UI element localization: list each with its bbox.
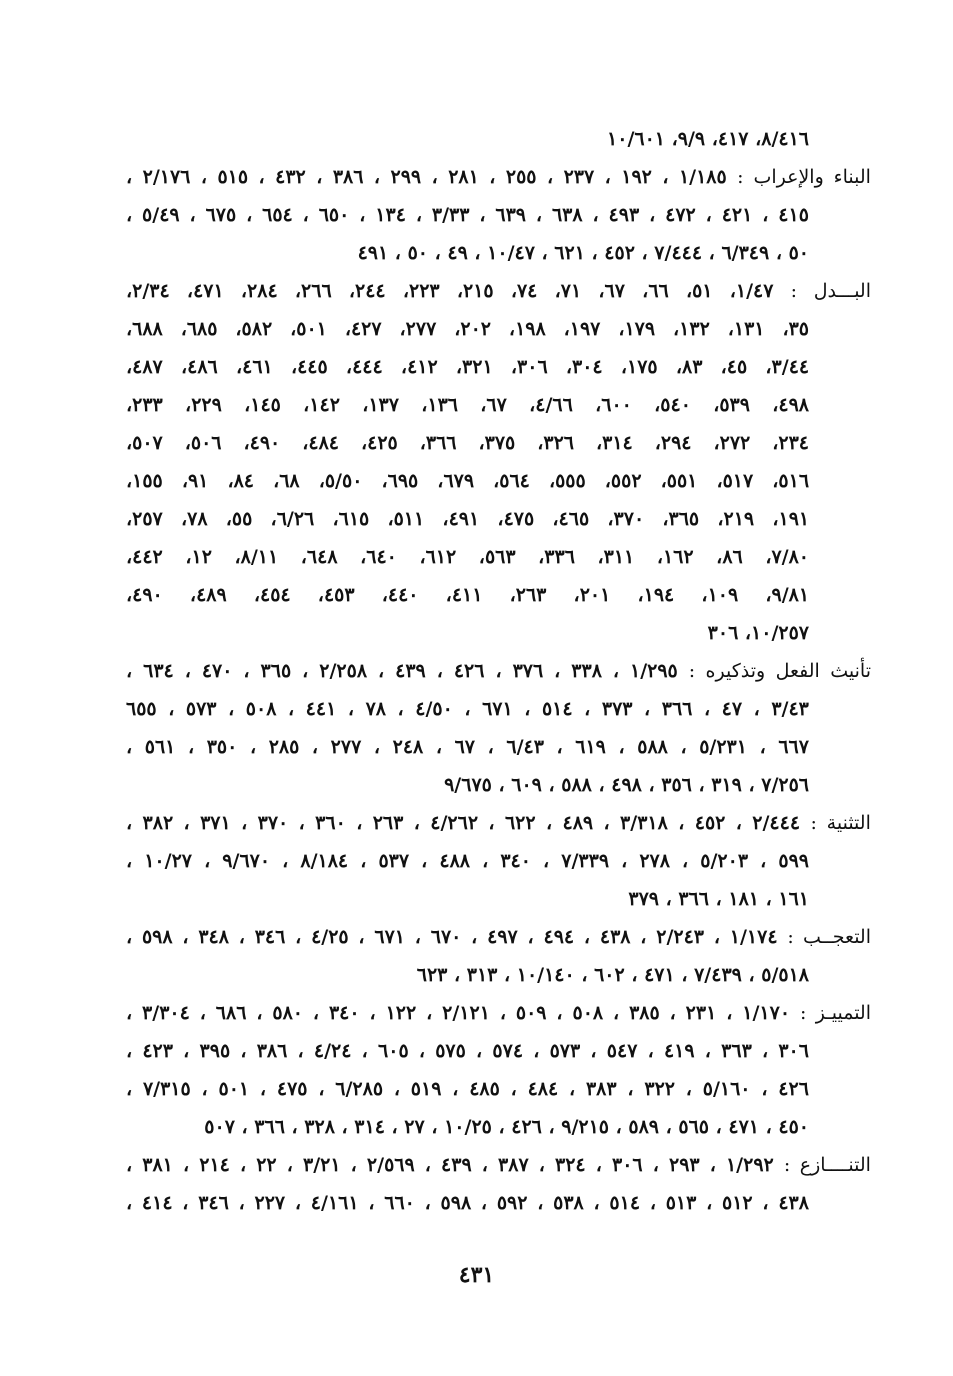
index-entry-taajjub xyxy=(126,918,871,994)
index-refs: ١/٢٩٥ ، ٣٣٨ ، ٣٧٦ ، ٤٢٦ ، ٤٣٩ ، ٢/٢٥٨ ، ٣٦٥ ، ٤٧٠ ، ٦٣٤ ، xyxy=(126,660,678,682)
index-line xyxy=(126,918,871,956)
index-refs: ١/١٧٠ ، ٢٣١ ، ٣٨٥ ، ٥٠٨ ، ٥٠٩ ، ٢/١٢١ ، ١٢٢ ، ٣٤٠ ، ٥٨٠ ، ٦٨٦ ، ٣/٣٠٤ ، xyxy=(126,1002,791,1024)
index-term: البناء والإعراب : xyxy=(737,166,871,188)
index-entry-tamyeez xyxy=(126,994,871,1146)
index-line: ٤٢٦ ، ٥/١٦٠ ، ٣٢٢ ، ٣٨٣ ، ٤٨٤ ، ٤٨٥ ، ٥١٩ ، ٦/٢٨٥ ، ٤٧٥ ، ٥٠١ ، ٧/٣١٥ ، xyxy=(126,1078,809,1100)
index-line xyxy=(126,804,871,842)
index-term: التثنية : xyxy=(810,812,871,834)
index-content xyxy=(126,120,871,1222)
index-term: البـــدل : xyxy=(790,280,871,302)
index-line: ١٩١، ٢١٩، ٣٦٥، ٣٧٠، ٤٦٥، ٤٧٥، ٤٩١، ٥١١، ٦١٥، ٦/٢٦، ٥٥، ٧٨، ٢٥٧، xyxy=(126,508,810,530)
continuation-entry xyxy=(126,120,871,158)
index-line: ٤٩٨، ٥٣٩، ٥٤٠، ٦٠٠، ٤/٦٦، ٦٧، ١٣٦، ١٣٧، ١٤٢، ١٤٥، ٢٢٩، ٢٣٣، xyxy=(126,394,810,416)
index-refs: ٢/٤٤٤ ، ٤٥٢ ، ٣/٣١٨ ، ٤٨٩ ، ٦٢٢ ، ٤/٢٦٢ ، ٢٦٣ ، ٣٦٠ ، ٣٧٠ ، ٣٧١ ، ٣٨٢ ، xyxy=(126,812,801,834)
index-line xyxy=(126,158,871,196)
index-line: ٤١٥ ، ٤٢١ ، ٤٧٢ ، ٤٩٣ ، ٦٣٨ ، ٦٣٩ ، ٣/٣٣ ، ١٣٤ ، ٦٥٠ ، ٦٥٤ ، ٦٧٥ ، ٥/٤٩ ، xyxy=(126,204,809,226)
index-refs: ١/٤٧، ٥١، ٦٦، ٦٧، ٧١، ٧٤، ٢١٥، ٢٢٣، ٢٤٤، ٢٦٦، ٢٨٤، ٤٧١، ٢/٣٤، xyxy=(126,280,774,302)
index-entry-badal xyxy=(126,272,871,652)
index-line: ٥٩٩ ، ٥/٢٠٣ ، ٢٧٨ ، ٧/٣٣٩ ، ٣٤٠ ، ٤٨٨ ، ٥٣٧ ، ٨/١٨٤ ، ٩/٦٧٠ ، ١٠/٢٧ ، xyxy=(126,850,809,872)
index-refs: ١/١٨٥ ، ١٩٢ ، ٢٣٧ ، ٢٥٥ ، ٢٨١ ، ٢٩٩ ، ٣٨٦ ، ٤٣٢ ، ٥١٥ ، ٢/١٧٦ ، xyxy=(126,166,727,188)
index-entry-tanazu xyxy=(126,1146,871,1222)
index-line: ١٦١ ، ١٨١ ، ٣٦٦ ، ٣٧٩ xyxy=(628,888,809,910)
index-line: ٧/٨٠، ٨٦، ١٦٢، ٣١١، ٣٣٦، ٥٦٣، ٦١٢، ٦٤٠، ٦٤٨، ٨/١١، ١٢، ٤٤٢، xyxy=(126,546,810,568)
index-line: ٣/٤٤، ٤٥، ٨٣، ١٧٥، ٣٠٤، ٣٠٦، ٣٢١، ٤١٢، ٤٤٤، ٤٤٥، ٤٦١، ٤٨٦، ٤٨٧، xyxy=(126,356,810,378)
index-term: التمييـز : xyxy=(799,1002,871,1024)
index-line: ٣٥، ١٣١، ١٣٢، ١٧٩، ١٩٧، ١٩٨، ٢٠٢، ٢٧٧، ٤٢٧، ٥٠١، ٥٨٢، ٦٨٥، ٦٨٨، xyxy=(126,318,809,340)
index-line: ٨/٤١٦، ٤١٧، ٩/٩، ١٠/٦٠١ xyxy=(607,128,809,150)
index-line: ٧/٢٥٦ ، ٣١٩ ، ٣٥٦ ، ٤٩٨ ، ٥٨٨ ، ٦٠٩ ، ٩/٦٧٥ xyxy=(444,774,809,796)
index-line xyxy=(126,994,871,1032)
index-line: ٥/٥١٨ ، ٧/٤٣٩ ، ٤٧١ ، ٦٠٢ ، ١٠/١٤٠ ، ٣١٣ ، ٦٢٣ xyxy=(416,964,809,986)
index-line: ٣/٤٣ ، ٤٧ ، ٣٦٦ ، ٣٧٣ ، ٥١٤ ، ٦٧١ ، ٤/٥٠ ، ٧٨ ، ٤٤١ ، ٥٠٨ ، ٥٧٣ ، ٦٥٥ xyxy=(126,698,809,720)
index-term: التعجــب : xyxy=(787,926,871,948)
index-line: ٤٣٨ ، ٥١٢ ، ٥١٣ ، ٥١٤ ، ٥٣٨ ، ٥٩٢ ، ٥٩٨ ، ٦٦٠ ، ٤/١٦١ ، ٢٢٧ ، ٣٤٦ ، ٤١٤ ، xyxy=(126,1192,809,1214)
index-line: ٩/٨١، ١٠٩، ١٩٤، ٢٠١، ٢٦٣، ٤١١، ٤٤٠، ٤٥٣، ٤٥٤، ٤٨٩، ٤٩٠، xyxy=(126,584,810,606)
index-refs: ١/١٧٤ ، ٢/٢٤٣ ، ٤٣٨ ، ٤٩٤ ، ٤٩٧ ، ٦٧٠ ، ٦٧١ ، ٤/٢٥ ، ٣٤٦ ، ٣٤٨ ، ٥٩٨ ، xyxy=(126,926,778,948)
index-term: تأنيث الفعل وتذكيره : xyxy=(688,660,871,682)
index-line: ٦٦٧ ، ٥/٢٣١ ، ٥٨٨ ، ٦١٩ ، ٦/٤٣ ، ٦٧ ، ٢٤٨ ، ٢٧٧ ، ٢٨٥ ، ٣٥٠ ، ٥٦١ ، xyxy=(126,736,809,758)
index-line xyxy=(126,272,871,310)
index-line: ١٠/٢٥٧، ٣٠٦ xyxy=(707,622,809,644)
index-refs: ١/٢٩٢ ، ٢٩٣ ، ٣٠٦ ، ٣٢٤ ، ٣٨٧ ، ٤٣٩ ، ٢/٥٦٩ ، ٣/٢١ ، ٢٢ ، ٢١٤ ، ٣٨١ ، xyxy=(126,1154,774,1176)
index-entry-binaa-wal-iraab xyxy=(126,158,871,272)
index-entry-tathniya xyxy=(126,804,871,918)
index-line xyxy=(126,652,871,690)
index-line: ٥١٦، ٥١٧، ٥٥١، ٥٥٢، ٥٥٥، ٥٦٤، ٦٧٩، ٦٩٥، ٥/٥٠، ٦٨، ٨٤، ٩١، ١٥٥، xyxy=(126,470,810,492)
index-line xyxy=(126,1146,871,1184)
index-line: ٥٠ ، ٦/٣٤٩ ، ٧/٤٤٤ ، ٤٥٢ ، ٦٢١ ، ١٠/٤٧ ، ٤٩ ، ٥٠ ، ٤٩١ xyxy=(357,242,809,264)
page-number: ٤٣١ xyxy=(458,1262,495,1288)
index-line: ٣٠٦ ، ٣٦٣ ، ٤١٩ ، ٥٤٧ ، ٥٧٣ ، ٥٧٤ ، ٥٧٥ ، ٦٠٥ ، ٤/٢٤ ، ٣٨٦ ، ٣٩٥ ، ٤٢٣ ، xyxy=(126,1040,809,1062)
index-entry-taneeth-alfil xyxy=(126,652,871,804)
index-line: ٤٥٠ ، ٤٧١ ، ٥٦٥ ، ٥٨٩ ، ٩/٢١٥ ، ٤٢٦ ، ١٠/٢٥ ، ٢٧ ، ٣١٤ ، ٣٢٨ ، ٣٦٦ ، ٥٠٧ xyxy=(204,1116,809,1138)
index-term: التنــــازع : xyxy=(783,1154,871,1176)
index-line: ٢٣٤، ٢٧٢، ٢٩٤، ٣١٤، ٣٢٦، ٣٧٥، ٣٦٦، ٤٢٥، ٤٨٤، ٤٩٠، ٥٠٦، ٥٠٧، xyxy=(126,432,810,454)
